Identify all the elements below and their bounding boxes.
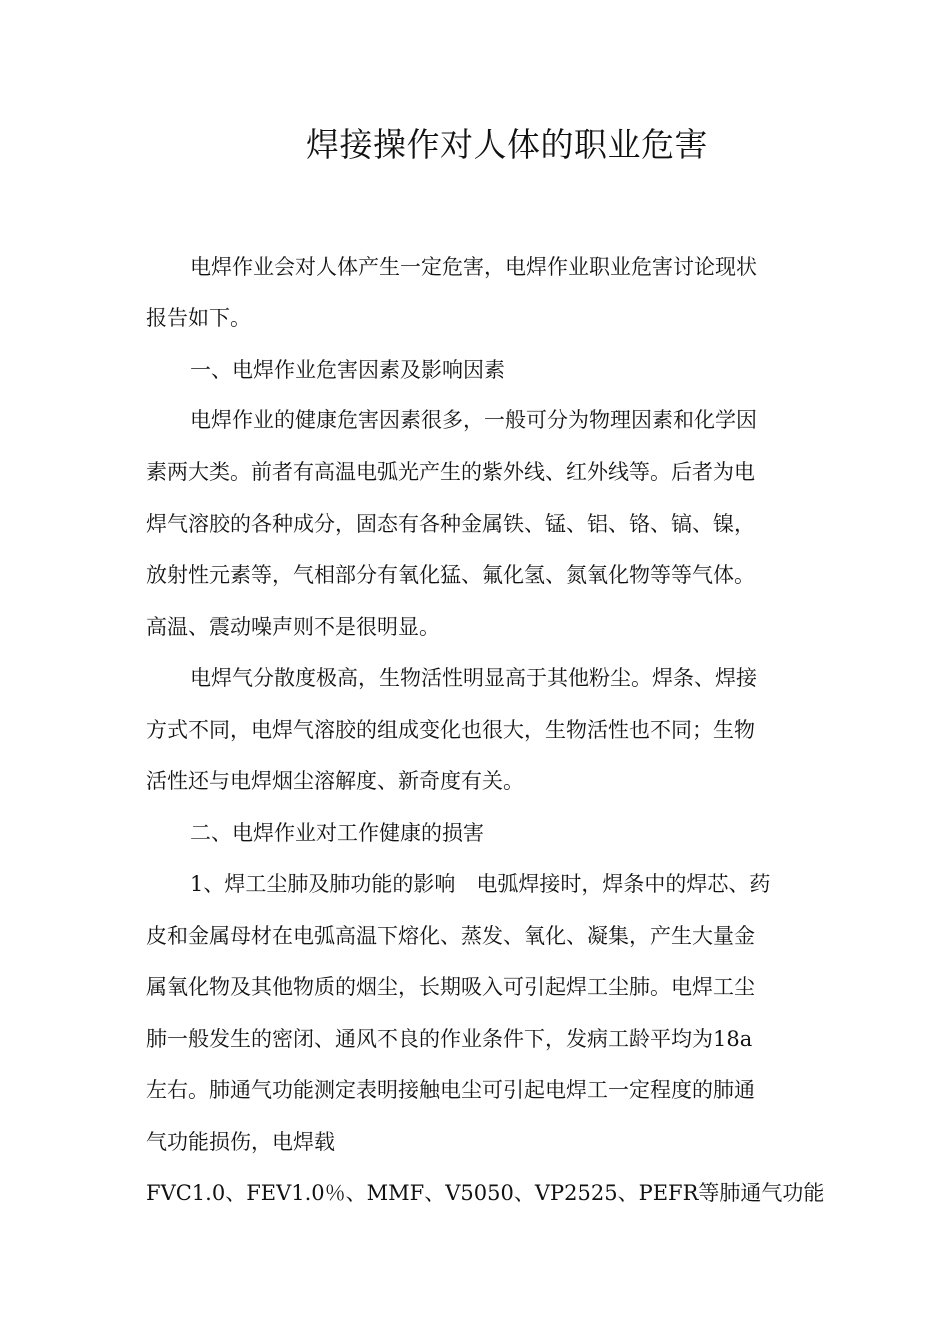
paragraph-line: 1、焊工尘肺及肺功能的影响 电弧焊接时，焊条中的焊芯、药 bbox=[190, 872, 771, 896]
paragraph-line: 报告如下。 bbox=[146, 306, 251, 330]
paragraph-line: 电焊气分散度极高，生物活性明显高于其他粉尘。焊条、焊接 bbox=[190, 666, 757, 690]
paragraph-line: 电焊作业会对人体产生一定危害，电焊作业职业危害讨论现状 bbox=[190, 255, 757, 279]
paragraph-line: 焊气溶胶的各种成分，固态有各种金属铁、锰、铝、铬、镐、镍， bbox=[146, 512, 755, 536]
section-heading: 一、电焊作业危害因素及影响因素 bbox=[190, 358, 505, 382]
paragraph-line: 素两大类。前者有高温电弧光产生的紫外线、红外线等。后者为电 bbox=[146, 460, 755, 484]
paragraph-line: 活性还与电焊烟尘溶解度、新奇度有关。 bbox=[146, 769, 524, 793]
paragraph-line: 肺一般发生的密闭、通风不良的作业条件下，发病工龄平均为18a bbox=[146, 1027, 753, 1051]
section-heading: 二、电焊作业对工作健康的损害 bbox=[190, 821, 484, 845]
paragraph-line: 皮和金属母材在电弧高温下熔化、蒸发、氧化、凝集，产生大量金 bbox=[146, 924, 755, 948]
paragraph-line: FVC1.0、FEV1.0％、MMF、V5050、VP2525、PEFR等肺通气功能 bbox=[146, 1181, 825, 1205]
document-title: 焊接操作对人体的职业危害 bbox=[306, 125, 708, 164]
paragraph-line: 属氧化物及其他物质的烟尘，长期吸入可引起焊工尘肺。电焊工尘 bbox=[146, 975, 755, 999]
paragraph-line: 左右。肺通气功能测定表明接触电尘可引起电焊工一定程度的肺通 bbox=[146, 1078, 755, 1102]
paragraph-line: 高温、震动噪声则不是很明显。 bbox=[146, 615, 440, 639]
paragraph-line: 电焊作业的健康危害因素很多，一般可分为物理因素和化学因 bbox=[190, 408, 757, 432]
paragraph-line: 方式不同，电焊气溶胶的组成变化也很大，生物活性也不同；生物 bbox=[146, 718, 755, 742]
paragraph-line: 放射性元素等，气相部分有氧化猛、氟化氢、氮氧化物等等气体。 bbox=[146, 563, 755, 587]
paragraph-line: 气功能损伤，电焊载 bbox=[146, 1130, 335, 1154]
